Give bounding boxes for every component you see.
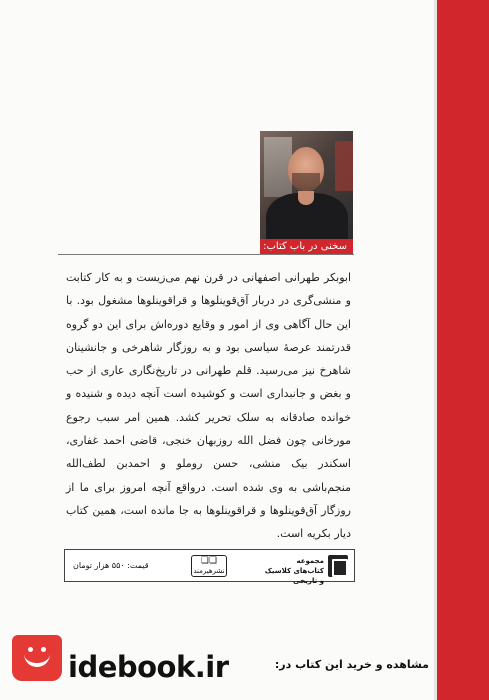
logo-eye-right [41,647,46,652]
publisher-book-icon: ❏❏ [200,556,218,566]
photo-beard [292,173,320,191]
book-info-box [64,549,355,585]
publisher-name: نشرهیرمند [193,567,225,575]
series-name: مجموعه کتاب‌های کلاسیک و تاریخی [264,557,324,585]
publisher-logo [191,555,227,577]
bookstore-caption: مشاهده و خرید این کتاب در: [274,658,429,671]
bookstore-logo-icon[interactable] [12,635,62,681]
book-description: ابوبکر طهرانی اصفهانی در قرن نهم می‌زیست و به کار کتابت و منشی‌گری در دربار آق‌قوینلوها و قراقوینلوها مشغول بود. با این حال آگاهی وی از امور و وقایع دوره‌اش برای این دو گروه قدرتمند عرصهٔ سیاسی بود و به روزگار شاهرخی و جانشینان شاهرخ نیز می‌رسید. قلم طهرانی در تاریخ‌نگاری عاری از حب و بغض و جانبداری است و کوشیده است آنچه دیده و شنیده و خوانده صادقانه به سلک تحریر کشد. همین امر سبب رجوع مورخانی چون فضل الله روزبهان خنجی، قاضی احمد غفاری، اسکندر بیک منشی، حسن روملو و احمدبن لطف‌الله منجم‌باشی به وی شده است. درواقع آنچه امروز برای ما از روزگار آق‌قوینلوها و قراقوینلوها به جا مانده است، همین کتاب دیار بکریه است. [66,271,351,541]
author-photo [260,131,353,239]
red-spine [437,0,489,700]
logo-eye-left [28,647,33,652]
section-divider [58,254,354,255]
photo-background-accent [335,141,353,191]
photo-neck [298,191,314,205]
bookstore-site-link[interactable]: idebook.ir [68,650,229,684]
book-price: قیمت: ۵۵۰ هزار تومان [73,561,149,570]
series-logo-icon [328,555,348,577]
section-label: سخنی در باب کتاب: [260,239,353,255]
logo-smile [24,653,50,667]
